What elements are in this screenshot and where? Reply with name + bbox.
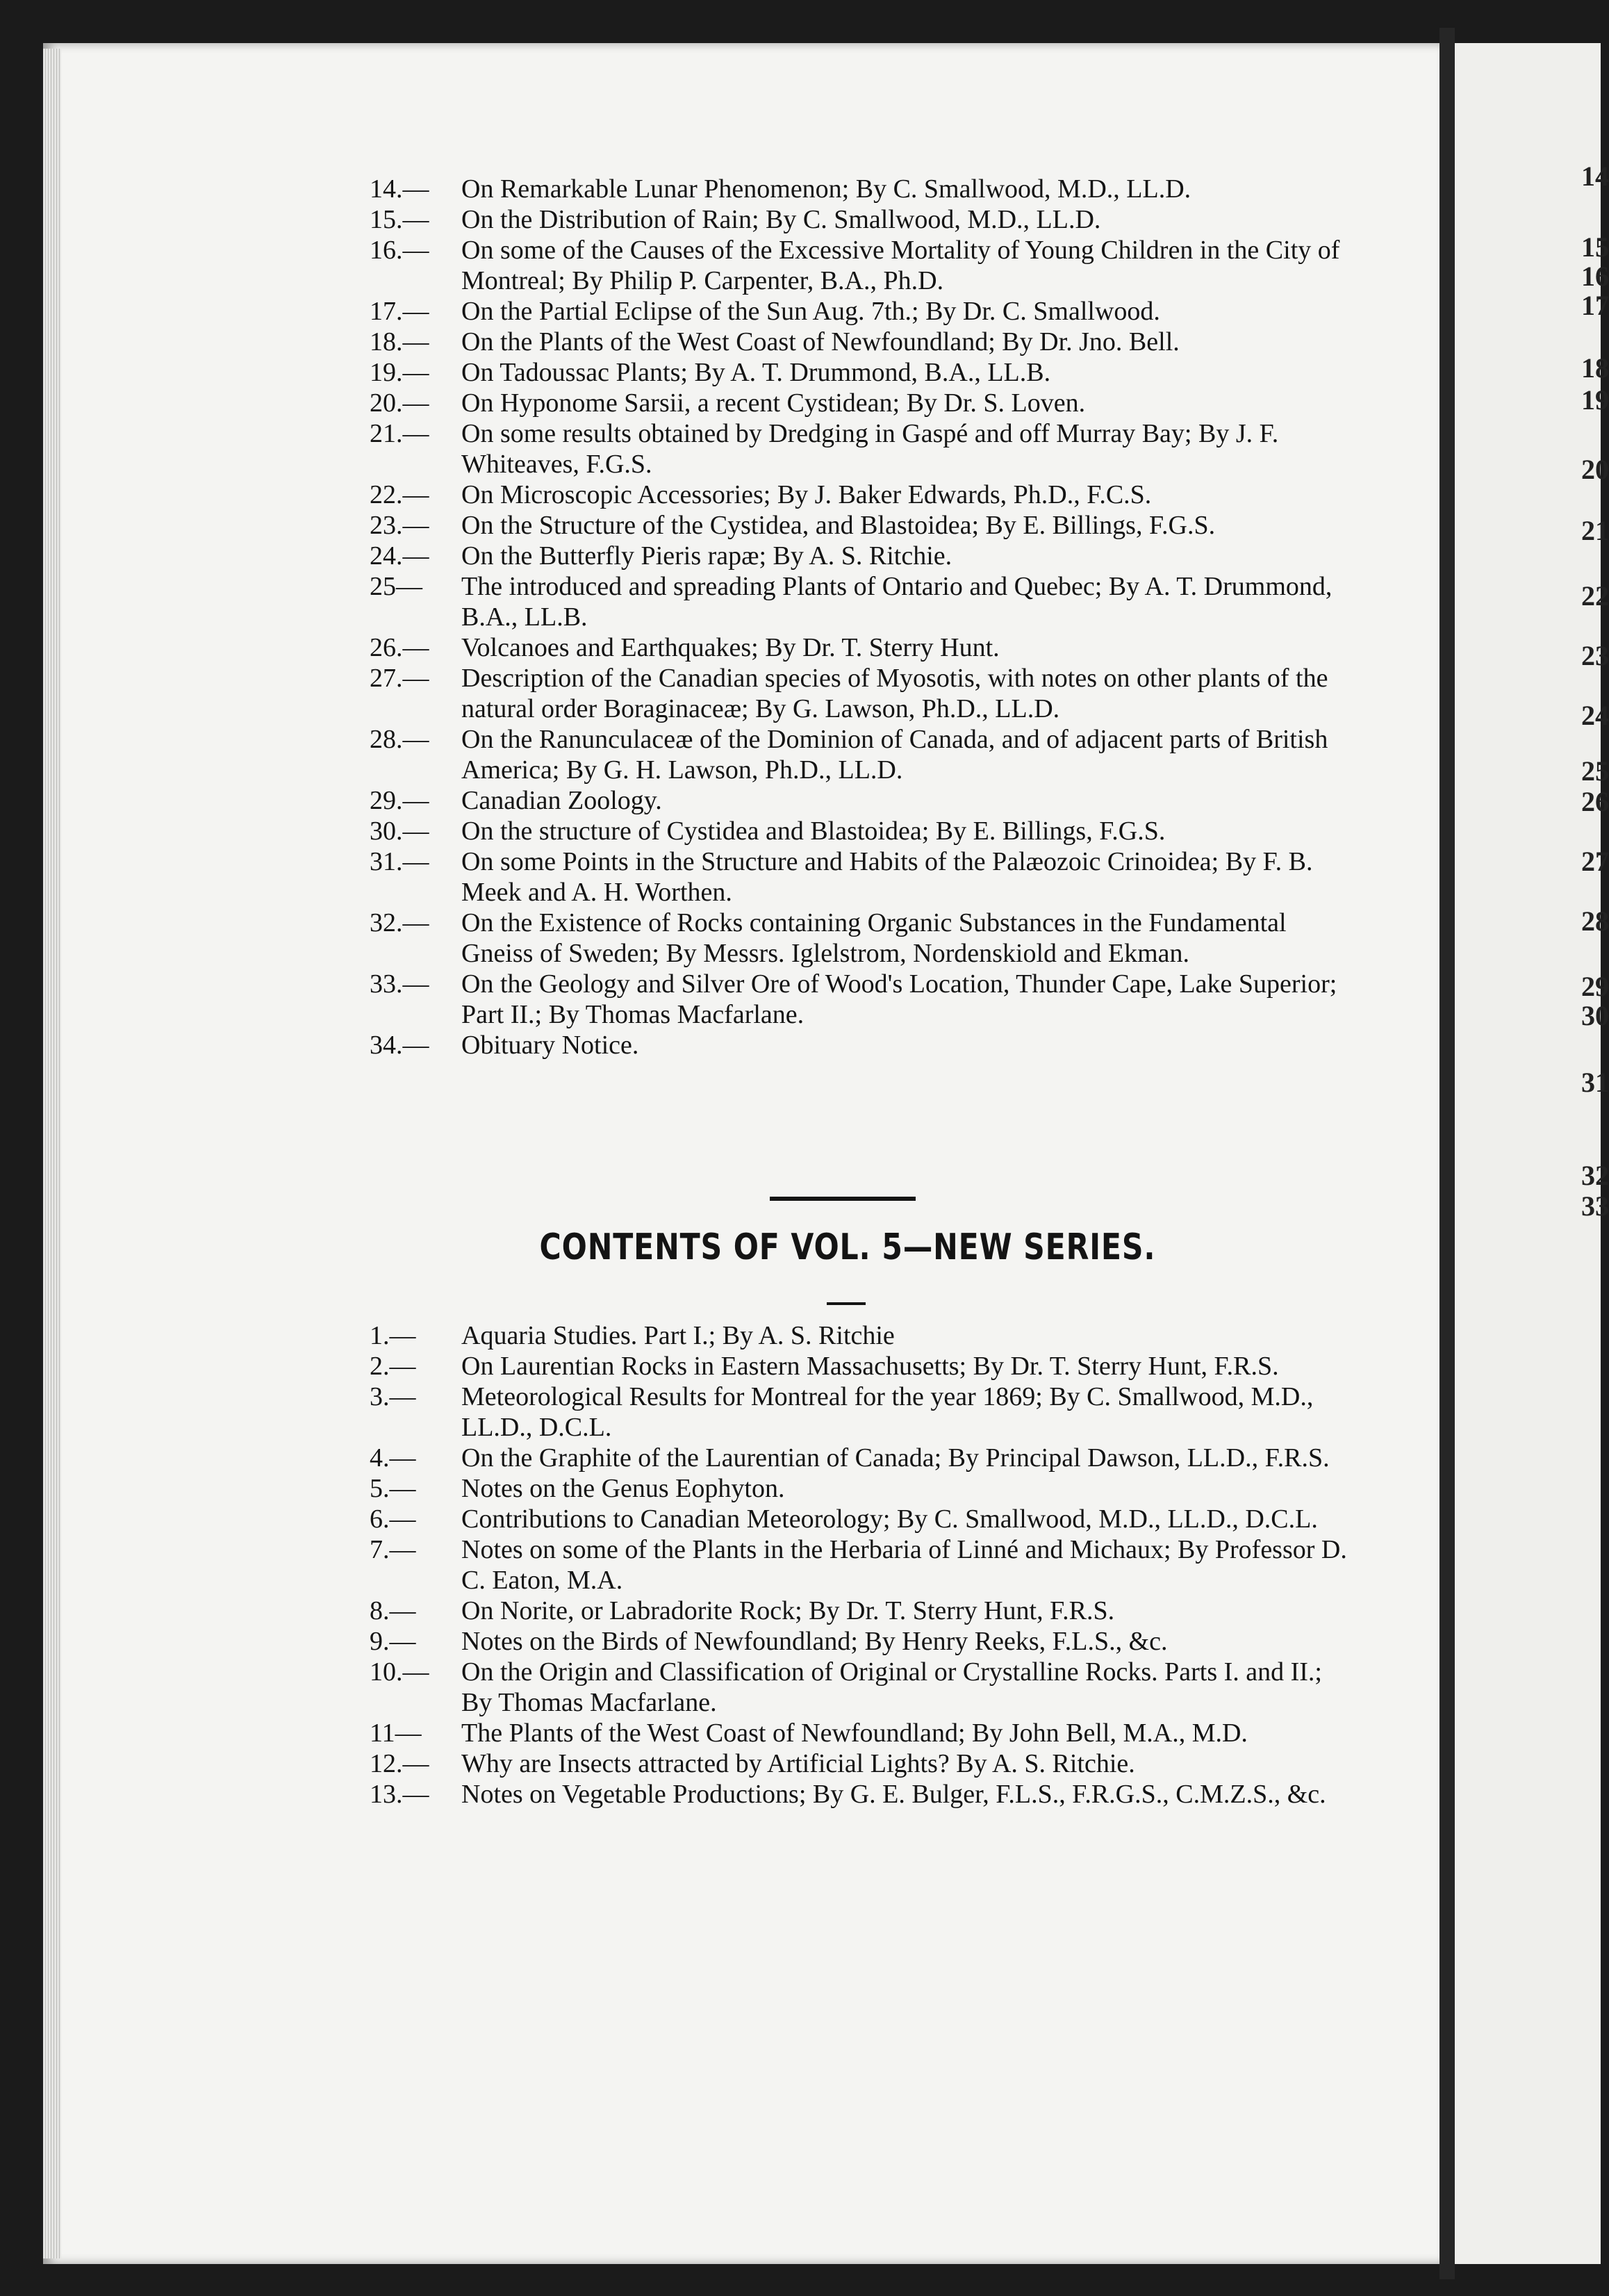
contents-entry bbox=[347, 1473, 1348, 1504]
entry-text: Volcanoes and Earthquakes; By Dr. T. Sterry Hunt. bbox=[461, 633, 1000, 662]
entry-text: On the Existence of Rocks containing Organic Substances in the Fundamental Gneiss of Sweden; By Messrs. Iglelstrom, Nordenskiold and Ekman. bbox=[461, 908, 1287, 968]
entry-number: 12.— bbox=[370, 1749, 429, 1778]
entry-number: 5.— bbox=[370, 1474, 416, 1503]
entry-number: 20.— bbox=[370, 388, 429, 418]
contents-entry bbox=[347, 296, 1348, 327]
entry-text: On the structure of Cystidea and Blastoidea; By E. Billings, F.G.S. bbox=[461, 817, 1166, 846]
entry-number: 29.— bbox=[370, 786, 429, 815]
contents-entry bbox=[347, 1351, 1348, 1381]
entry-number: 9.— bbox=[370, 1627, 416, 1656]
entry-number: 7.— bbox=[370, 1535, 416, 1564]
facing-page-number: 22 bbox=[1581, 580, 1609, 612]
page-edges bbox=[43, 49, 61, 2258]
facing-page-number: 16 bbox=[1581, 261, 1609, 292]
entry-text: On Norite, or Labradorite Rock; By Dr. T. Sterry Hunt, F.R.S. bbox=[461, 1596, 1115, 1625]
entry-text: On the Graphite of the Laurentian of Canada; By Principal Dawson, LL.D., F.R.S. bbox=[461, 1443, 1330, 1473]
facing-page-number: 21 bbox=[1581, 515, 1609, 546]
entry-text: On Hyponome Sarsii, a recent Cystidean; By Dr. S. Loven. bbox=[461, 388, 1086, 418]
contents-entry bbox=[347, 1534, 1348, 1596]
entry-number: 27.— bbox=[370, 664, 429, 693]
contents-entry bbox=[347, 1657, 1348, 1718]
entry-number: 17.— bbox=[370, 297, 429, 326]
contents-entry bbox=[347, 785, 1348, 816]
entry-text: Notes on Vegetable Productions; By G. E. Bulger, F.L.S., F.R.G.S., C.M.Z.S., &c. bbox=[461, 1780, 1326, 1809]
contents-entry bbox=[347, 418, 1348, 479]
entry-number: 22.— bbox=[370, 480, 429, 509]
contents-entry bbox=[347, 1443, 1348, 1473]
entry-text: On Microscopic Accessories; By J. Baker Edwards, Ph.D., F.C.S. bbox=[461, 480, 1152, 509]
entry-number: 33.— bbox=[370, 969, 429, 999]
contents-entry bbox=[347, 510, 1348, 541]
entry-number: 1.— bbox=[370, 1321, 416, 1350]
heading-rule bbox=[827, 1302, 866, 1305]
contents-entry bbox=[347, 1596, 1348, 1626]
contents-entry bbox=[347, 1030, 1348, 1060]
entry-number: 24.— bbox=[370, 541, 429, 571]
contents-entry bbox=[347, 632, 1348, 663]
facing-page-number: 14 bbox=[1581, 161, 1609, 192]
facing-page-number: 27 bbox=[1581, 846, 1609, 877]
facing-page-number: 17 bbox=[1581, 290, 1609, 321]
entry-number: 23.— bbox=[370, 511, 429, 540]
entry-text: Aquaria Studies. Part I.; By A. S. Ritchie bbox=[461, 1321, 895, 1350]
entry-number: 34.— bbox=[370, 1031, 429, 1060]
entry-text: Meteorological Results for Montreal for the year 1869; By C. Smallwood, M.D., LL.D., D.C.L. bbox=[461, 1382, 1314, 1442]
contents-entry bbox=[347, 357, 1348, 388]
facing-page-number: 23 bbox=[1581, 640, 1609, 671]
facing-page-number: 31 bbox=[1581, 1067, 1609, 1098]
entry-text: On Tadoussac Plants; By A. T. Drummond, B.A., LL.B. bbox=[461, 358, 1051, 387]
entry-text: The introduced and spreading Plants of Ontario and Quebec; By A. T. Drummond, B.A., LL.B. bbox=[461, 572, 1332, 632]
entry-number: 30.— bbox=[370, 817, 429, 846]
facing-page-number: 33 bbox=[1581, 1190, 1609, 1222]
facing-page-number: 32 bbox=[1581, 1160, 1609, 1191]
entry-text: On the Origin and Classification of Original or Crystalline Rocks. Parts I. and II.; By Thomas Macfarlane. bbox=[461, 1657, 1322, 1717]
entry-number: 21.— bbox=[370, 419, 429, 448]
vol4-contents-list bbox=[347, 174, 1348, 1060]
entry-number: 28.— bbox=[370, 725, 429, 754]
entry-text: Why are Insects attracted by Artificial Lights? By A. S. Ritchie. bbox=[461, 1749, 1135, 1778]
entry-text: Description of the Canadian species of Myosotis, with notes on other plants of the natural order Boraginaceæ; By G. Lawson, Ph.D., LL.D. bbox=[461, 664, 1328, 723]
entry-text: The Plants of the West Coast of Newfoundland; By John Bell, M.A., M.D. bbox=[461, 1719, 1248, 1748]
facing-page-number: 28 bbox=[1581, 905, 1609, 937]
entry-text: On Remarkable Lunar Phenomenon; By C. Smallwood, M.D., LL.D. bbox=[461, 174, 1191, 204]
entry-number: 11— bbox=[370, 1719, 422, 1748]
contents-entry bbox=[347, 908, 1348, 969]
contents-entry bbox=[347, 846, 1348, 908]
entry-number: 31.— bbox=[370, 847, 429, 876]
contents-entry bbox=[347, 571, 1348, 632]
book-gutter bbox=[1439, 28, 1455, 2279]
facing-page-number: 15 bbox=[1581, 231, 1609, 263]
contents-entry bbox=[347, 174, 1348, 204]
entry-text: On the Partial Eclipse of the Sun Aug. 7th.; By Dr. C. Smallwood. bbox=[461, 297, 1160, 326]
facing-page-number: 26 bbox=[1581, 786, 1609, 817]
entry-text: On some of the Causes of the Excessive Mortality of Young Children in the City of Montreal; By Philip P. Carpenter, B.A., Ph.D. bbox=[461, 236, 1340, 295]
entry-text: On Laurentian Rocks in Eastern Massachusetts; By Dr. T. Sterry Hunt, F.R.S. bbox=[461, 1352, 1279, 1381]
contents-entry bbox=[347, 1504, 1348, 1534]
contents-entry bbox=[347, 969, 1348, 1030]
entry-number: 3.— bbox=[370, 1382, 416, 1411]
contents-entry bbox=[347, 816, 1348, 846]
entry-text: On the Geology and Silver Ore of Wood's Location, Thunder Cape, Lake Superior; Part II.; By Thomas Macfarlane. bbox=[461, 969, 1337, 1029]
contents-entry bbox=[347, 663, 1348, 724]
entry-text: On some Points in the Structure and Habits of the Palæozoic Crinoidea; By F. B. Meek and A. H. Worthen. bbox=[461, 847, 1313, 907]
entry-text: On some results obtained by Dredging in Gaspé and off Murray Bay; By J. F. Whiteaves, F.G.S. bbox=[461, 419, 1279, 479]
contents-entry bbox=[347, 1718, 1348, 1748]
entry-number: 14.— bbox=[370, 174, 429, 204]
section-divider bbox=[770, 1197, 916, 1201]
entry-text: Notes on some of the Plants in the Herbaria of Linné and Michaux; By Professor D. C. Eaton, M.A. bbox=[461, 1535, 1347, 1595]
entry-text: On the Butterfly Pieris rapæ; By A. S. Ritchie. bbox=[461, 541, 952, 571]
entry-text: Contributions to Canadian Meteorology; By C. Smallwood, M.D., LL.D., D.C.L. bbox=[461, 1504, 1318, 1534]
entry-text: Canadian Zoology. bbox=[461, 786, 662, 815]
facing-page-number: 19 bbox=[1581, 384, 1609, 416]
entry-number: 25— bbox=[370, 572, 422, 601]
contents-entry bbox=[347, 204, 1348, 235]
contents-entry bbox=[347, 388, 1348, 418]
facing-page-number: 18 bbox=[1581, 352, 1609, 384]
facing-page-number: 25 bbox=[1581, 755, 1609, 787]
contents-entry bbox=[347, 541, 1348, 571]
entry-number: 16.— bbox=[370, 236, 429, 265]
contents-entry bbox=[347, 235, 1348, 296]
entry-number: 26.— bbox=[370, 633, 429, 662]
contents-entry bbox=[347, 724, 1348, 785]
entry-text: On the Plants of the West Coast of Newfoundland; By Dr. Jno. Bell. bbox=[461, 327, 1180, 356]
entry-number: 18.— bbox=[370, 327, 429, 356]
entry-number: 6.— bbox=[370, 1504, 416, 1534]
entry-number: 32.— bbox=[370, 908, 429, 937]
entry-text: Notes on the Genus Eophyton. bbox=[461, 1474, 785, 1503]
facing-page bbox=[1455, 43, 1609, 2264]
section-heading: CONTENTS OF VOL. 5—NEW SERIES. bbox=[539, 1227, 1156, 1268]
facing-page-number: 30 bbox=[1581, 1000, 1609, 1031]
contents-entry bbox=[347, 1748, 1348, 1779]
entry-number: 15.— bbox=[370, 205, 429, 234]
entry-number: 8.— bbox=[370, 1596, 416, 1625]
entry-number: 10.— bbox=[370, 1657, 429, 1687]
entry-text: Notes on the Birds of Newfoundland; By Henry Reeks, F.L.S., &c. bbox=[461, 1627, 1168, 1656]
entry-text: On the Structure of the Cystidea, and Blastoidea; By E. Billings, F.G.S. bbox=[461, 511, 1216, 540]
entry-text: On the Ranunculaceæ of the Dominion of Canada, and of adjacent parts of British America; By G. H. Lawson, Ph.D., LL.D. bbox=[461, 725, 1328, 785]
entry-number: 2.— bbox=[370, 1352, 416, 1381]
vol5-contents-list bbox=[347, 1320, 1348, 1810]
contents-entry bbox=[347, 1320, 1348, 1351]
facing-page-number: 20 bbox=[1581, 454, 1609, 485]
contents-entry bbox=[347, 1381, 1348, 1443]
entry-number: 13.— bbox=[370, 1780, 429, 1809]
facing-page-number: 29 bbox=[1581, 971, 1609, 1002]
contents-entry bbox=[347, 327, 1348, 357]
contents-entry bbox=[347, 1779, 1348, 1810]
entry-text: On the Distribution of Rain; By C. Smallwood, M.D., LL.D. bbox=[461, 205, 1101, 234]
entry-number: 19.— bbox=[370, 358, 429, 387]
contents-entry bbox=[347, 479, 1348, 510]
facing-page-number: 24 bbox=[1581, 700, 1609, 731]
entry-text: Obituary Notice. bbox=[461, 1031, 639, 1060]
entry-number: 4.— bbox=[370, 1443, 416, 1473]
contents-entry bbox=[347, 1626, 1348, 1657]
